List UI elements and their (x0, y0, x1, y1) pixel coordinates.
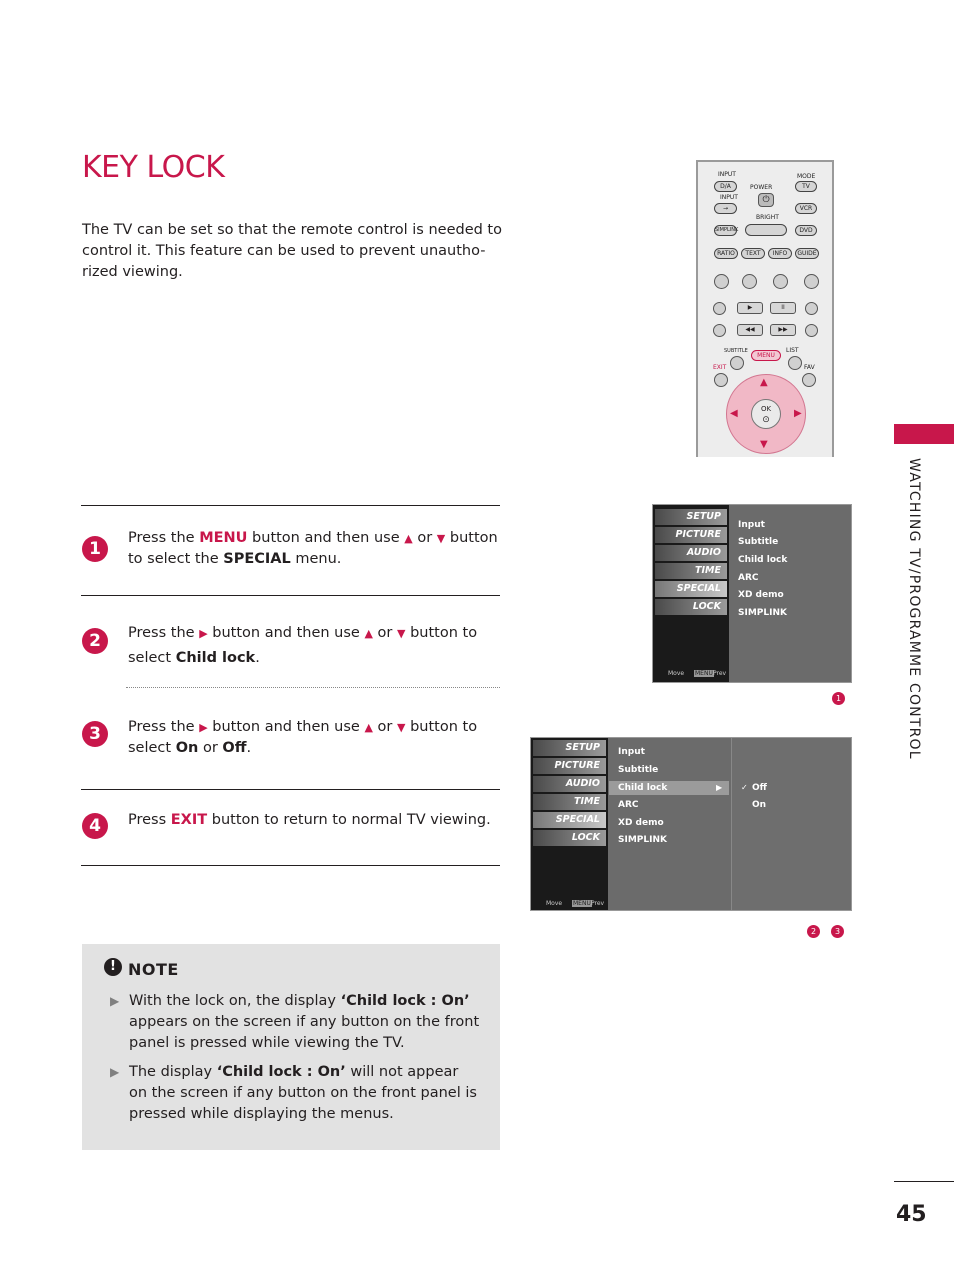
remote-tv-button[interactable]: TV (795, 181, 817, 192)
remote-bright-rocker[interactable] (745, 224, 787, 236)
checkmark-icon: ✓ (741, 783, 748, 792)
arrow-left-icon[interactable]: ◀ (730, 408, 738, 419)
menu-item[interactable]: Input (618, 747, 645, 757)
submenu-panel (731, 738, 851, 910)
step-reference-badge: 1 (832, 692, 845, 705)
step-divider (81, 789, 500, 790)
remote-simplink-button[interactable]: SIMPLINK (714, 225, 737, 236)
down-arrow-icon: ▼ (436, 532, 446, 545)
step-1-text: Press the MENU button and then use ▲ or ▼ button to select the SPECIAL menu. (128, 530, 498, 567)
remote-mode-label: MODE (797, 173, 816, 180)
step-3-text: Press the ▶ button and then use ▲ or ▼ button to select On or Off. (128, 719, 478, 756)
navigation-ring[interactable] (726, 374, 806, 454)
ok-dot-icon: ⊙ (762, 415, 770, 425)
menu-tab-column (653, 505, 729, 682)
menu-item[interactable]: XD demo (738, 590, 784, 600)
menu-footer-prev: Prev (591, 900, 605, 907)
step-divider (81, 505, 500, 506)
menu-tab-column (531, 738, 608, 910)
remote-exit-button[interactable] (714, 373, 728, 387)
menu-tab[interactable]: PICTURE (533, 758, 606, 774)
step-reference-badge: 3 (831, 925, 844, 938)
remote-list-label: LIST (786, 347, 799, 354)
menu-tab[interactable]: LOCK (533, 830, 606, 846)
up-arrow-icon: ▲ (364, 721, 373, 734)
fast-forward-icon[interactable]: ▶▶ (770, 324, 796, 336)
submenu-option-on[interactable]: On (752, 800, 767, 810)
menu-tab-active[interactable]: SPECIAL (533, 812, 606, 828)
remote-menu-button[interactable]: MENU (751, 350, 781, 361)
menu-item[interactable]: SIMPLINK (738, 608, 787, 618)
remote-fav-label: FAV (804, 364, 815, 371)
submenu-arrow-icon: ▶ (716, 783, 723, 792)
remote-text-button[interactable]: TEXT (741, 248, 765, 259)
step-divider (81, 865, 500, 866)
remote-dvd-button[interactable]: DVD (795, 225, 817, 236)
right-arrow-icon: ▶ (199, 721, 208, 734)
menu-item[interactable]: Child lock (738, 555, 788, 565)
menu-tab[interactable]: SETUP (533, 740, 606, 756)
up-arrow-icon: ▲ (404, 532, 413, 545)
menu-item[interactable]: Subtitle (618, 765, 659, 775)
bullet-arrow-icon: ▶ (110, 1065, 120, 1079)
play-icon[interactable]: ▶ (737, 302, 763, 314)
menu-tab[interactable]: AUDIO (533, 776, 606, 792)
down-arrow-icon: ▼ (397, 721, 406, 734)
exclamation-icon: ! (104, 958, 122, 976)
rewind-icon[interactable]: ◀◀ (737, 324, 763, 336)
arrow-up-icon[interactable]: ▲ (760, 377, 768, 388)
down-arrow-icon: ▼ (397, 627, 406, 640)
step-reference-badge: 2 (807, 925, 820, 938)
remote-input2-label: INPUT (720, 194, 738, 201)
menu-item[interactable]: SIMPLINK (618, 835, 667, 845)
step-number: 4 (82, 813, 108, 839)
menu-footer-move: Move (546, 900, 563, 907)
menu-tab[interactable]: TIME (655, 563, 727, 579)
menu-tab[interactable]: LOCK (655, 599, 727, 615)
remote-control-illustration (696, 160, 834, 457)
section-tab (894, 424, 954, 444)
menu-item-selected[interactable]: Child lock (618, 783, 668, 793)
note-box (82, 944, 500, 1150)
up-arrow-icon: ▲ (364, 627, 373, 640)
menu-item[interactable]: Input (738, 520, 765, 530)
step-divider (81, 595, 500, 596)
remote-vcr-button[interactable]: VCR (795, 203, 817, 214)
remote-guide-button[interactable]: GUIDE (795, 248, 819, 259)
remote-info-button[interactable]: INFO (768, 248, 792, 259)
page-number-rule (894, 1181, 954, 1182)
menu-item[interactable]: ARC (738, 573, 759, 583)
right-arrow-icon: ▶ (199, 627, 208, 640)
dotted-divider (126, 687, 500, 688)
remote-subtitle-label: SUBTITLE (724, 348, 748, 354)
menu-tab[interactable]: AUDIO (655, 545, 727, 561)
remote-red-button[interactable] (714, 274, 729, 289)
step-number: 1 (82, 536, 108, 562)
menu-footer-prev: Prev (713, 670, 727, 677)
remote-subtitle-button[interactable] (730, 356, 744, 370)
pause-icon[interactable]: II (770, 302, 796, 314)
remote-fav-button[interactable] (802, 373, 816, 387)
arrow-right-icon[interactable]: ▶ (794, 408, 802, 419)
step-number: 3 (82, 721, 108, 747)
menu-item[interactable]: Subtitle (738, 537, 779, 547)
remote-da-button[interactable]: D/A (714, 181, 737, 192)
step-2-text: Press the ▶ button and then use ▲ or ▼ button to select Child lock. (128, 625, 478, 666)
menu-footer-menu: MENU (695, 670, 713, 677)
remote-yellow-button[interactable] (773, 274, 788, 289)
remote-power-label: POWER (750, 184, 773, 191)
remote-ratio-button[interactable]: RATIO (714, 248, 738, 259)
page-title: KEY LOCK (82, 150, 225, 185)
arrow-down-icon[interactable]: ▼ (760, 439, 768, 450)
remote-ok-label: OK (760, 405, 772, 413)
submenu-option-off[interactable]: Off (752, 783, 767, 793)
remote-list-button[interactable] (788, 356, 802, 370)
page-number: 45 (896, 1202, 927, 1227)
skip-back-icon[interactable] (713, 324, 726, 337)
menu-item[interactable]: ARC (618, 800, 639, 810)
note-item: ▶ The display ‘Child lock : On’ will not appear on the screen if any button on the front panel is pressed while displaying the menus. (110, 1064, 477, 1122)
tv-menu-special (652, 504, 852, 683)
record-icon[interactable] (805, 302, 818, 315)
intro-paragraph: The TV can be set so that the remote control is needed to control it. This feature can be used to prevent unautho-rized viewing. (82, 222, 502, 280)
note-item: ▶ With the lock on, the display ‘Child lock : On’ appears on the screen if any button on the front panel is pressed while viewing the TV. (110, 993, 480, 1051)
menu-footer-move: Move (668, 670, 685, 677)
menu-tab[interactable]: SETUP (655, 509, 727, 525)
remote-ok-button[interactable] (751, 399, 781, 429)
power-icon[interactable]: ⏻ (758, 193, 774, 207)
menu-footer-menu: MENU (573, 900, 591, 907)
remote-green-button[interactable] (742, 274, 757, 289)
step-4-text: Press EXIT button to return to normal TV viewing. (128, 812, 491, 828)
note-title: NOTE (128, 960, 179, 979)
skip-forward-icon[interactable] (805, 324, 818, 337)
menu-item[interactable]: XD demo (618, 818, 664, 828)
menu-tab[interactable]: TIME (533, 794, 606, 810)
step-number: 2 (82, 628, 108, 654)
bullet-arrow-icon: ▶ (110, 994, 120, 1008)
section-label: WATCHING TV/PROGRAMME CONTROL (906, 458, 922, 760)
remote-bright-label: BRIGHT (756, 214, 779, 221)
remote-blue-button[interactable] (804, 274, 819, 289)
menu-tab-active[interactable]: SPECIAL (655, 581, 727, 597)
tv-menu-child-lock (530, 737, 852, 911)
stop-icon[interactable] (713, 302, 726, 315)
remote-input-button[interactable]: → (714, 203, 737, 214)
menu-tab[interactable]: PICTURE (655, 527, 727, 543)
remote-input-label: INPUT (718, 171, 736, 178)
remote-exit-label: EXIT (713, 364, 727, 371)
